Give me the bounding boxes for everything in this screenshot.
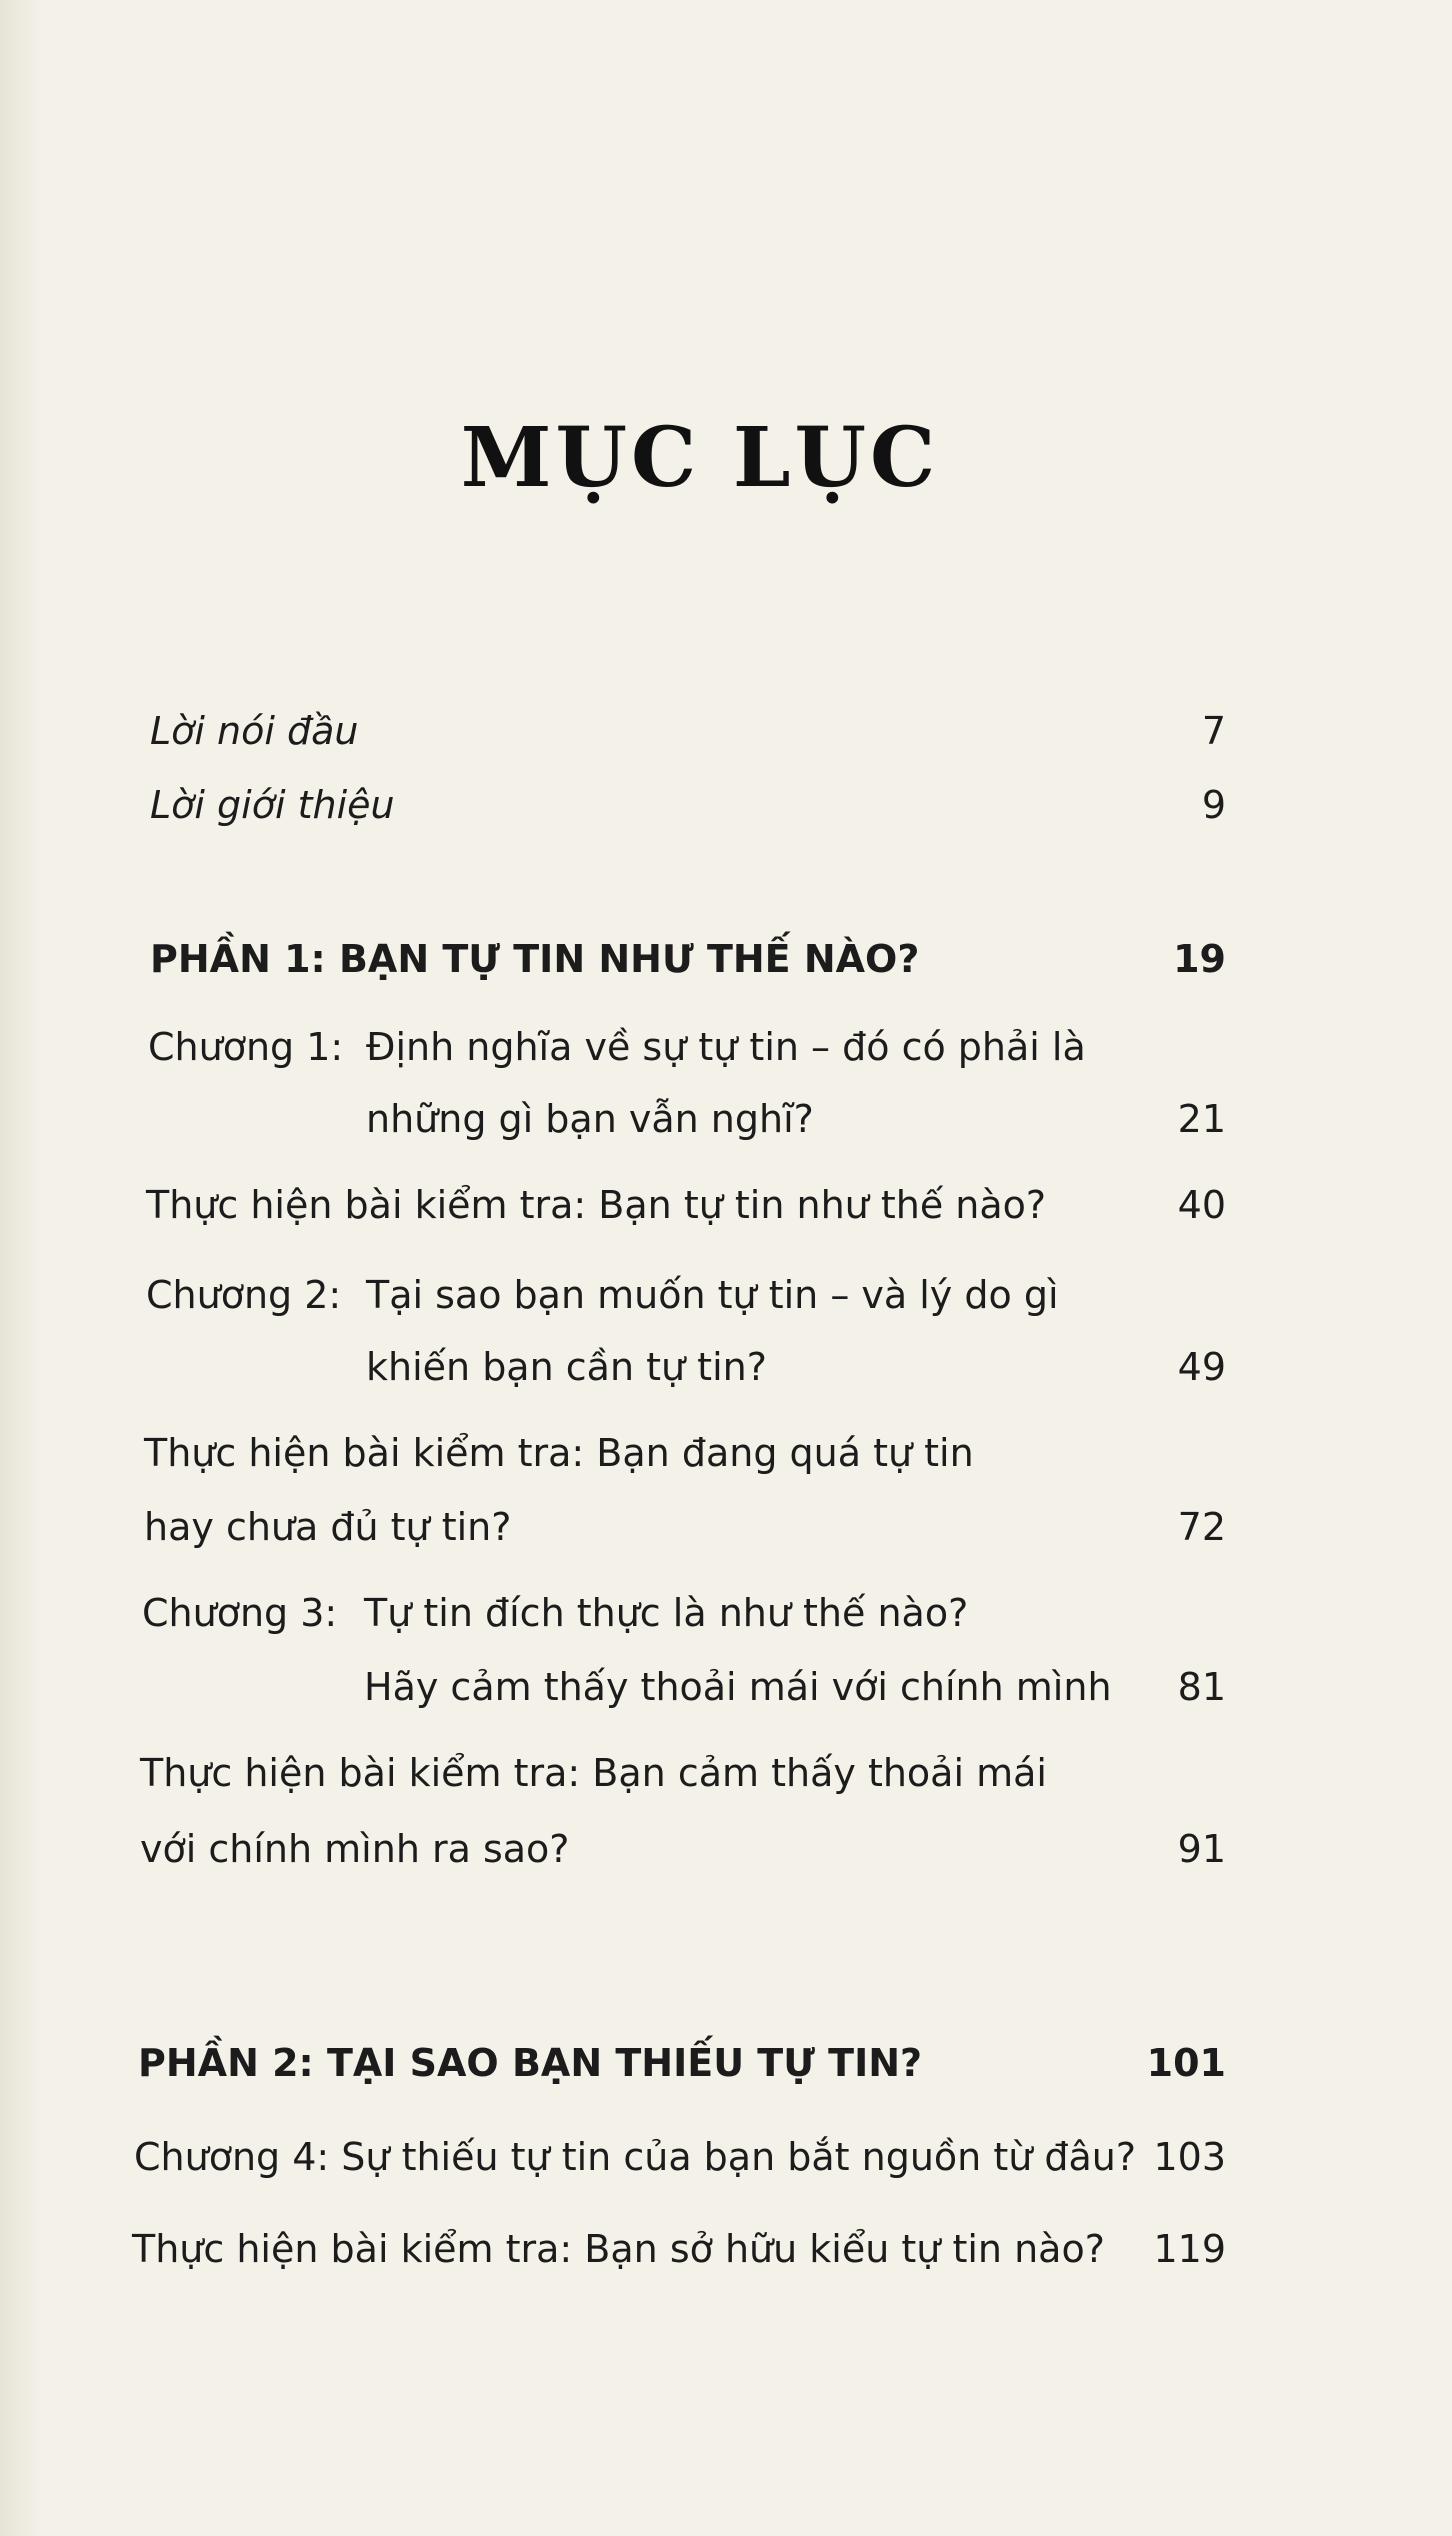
toc-entry-page: 49 bbox=[1177, 1345, 1226, 1389]
toc-entry-line2: Hãy cảm thấy thoải mái với chính mình bbox=[364, 1665, 1112, 1709]
toc-entry-page: 103 bbox=[1153, 2135, 1226, 2179]
toc-entry-page: 119 bbox=[1153, 2227, 1226, 2271]
toc-entry-page: 101 bbox=[1146, 2041, 1226, 2085]
toc-chapter-prefix: Chương 2: bbox=[146, 1273, 342, 1317]
toc-entry-line1: Tại sao bạn muốn tự tin – và lý do gì bbox=[366, 1273, 1059, 1317]
toc-entry-page: 40 bbox=[1177, 1183, 1226, 1227]
toc-entry-line2: với chính mình ra sao? bbox=[140, 1827, 570, 1871]
toc-entry-line1: Thực hiện bài kiểm tra: Bạn đang quá tự tin bbox=[144, 1431, 974, 1475]
toc-entry-line2: hay chưa đủ tự tin? bbox=[144, 1505, 512, 1549]
toc-entry-label: Lời nói đầu bbox=[150, 709, 359, 753]
toc-entry-label: Thực hiện bài kiểm tra: Bạn sở hữu kiểu tự tin nào? bbox=[132, 2227, 1105, 2271]
toc-entry-page: 21 bbox=[1177, 1097, 1226, 1141]
toc-entry-page: 81 bbox=[1177, 1665, 1226, 1709]
toc-chapter-prefix: Chương 1: bbox=[148, 1025, 344, 1069]
toc-chapter-prefix: Chương 3: bbox=[142, 1591, 338, 1635]
toc-part-heading: PHẦN 1: BẠN TỰ TIN NHƯ THẾ NÀO? bbox=[150, 937, 920, 981]
toc-entry-page: 7 bbox=[1201, 709, 1226, 753]
toc-entry-line1: Tự tin đích thực là như thế nào? bbox=[364, 1591, 969, 1635]
toc-entry-line1: Thực hiện bài kiểm tra: Bạn cảm thấy thoải mái bbox=[140, 1751, 1047, 1795]
toc-entry-line2: khiến bạn cần tự tin? bbox=[366, 1345, 767, 1389]
toc-entry-page: 9 bbox=[1201, 783, 1226, 827]
toc-entry-label: Thực hiện bài kiểm tra: Bạn tự tin như thế nào? bbox=[146, 1183, 1047, 1227]
toc-entry-line1: Định nghĩa về sự tự tin – đó có phải là bbox=[366, 1025, 1086, 1069]
toc-entry-page: 72 bbox=[1177, 1505, 1226, 1549]
page-title: MỤC LỤC bbox=[460, 410, 940, 506]
toc-entry-label: Lời giới thiệu bbox=[150, 783, 395, 827]
toc-entry-label: Chương 4: Sự thiếu tự tin của bạn bắt nguồn từ đâu? bbox=[134, 2135, 1137, 2179]
toc-entry-page: 91 bbox=[1177, 1827, 1226, 1871]
page-edge-shadow bbox=[0, 0, 40, 2536]
toc-part-heading: PHẦN 2: TẠI SAO BẠN THIẾU TỰ TIN? bbox=[138, 2041, 923, 2085]
toc-entry-line2: những gì bạn vẫn nghĩ? bbox=[366, 1097, 814, 1141]
toc-entry-page: 19 bbox=[1173, 937, 1226, 981]
